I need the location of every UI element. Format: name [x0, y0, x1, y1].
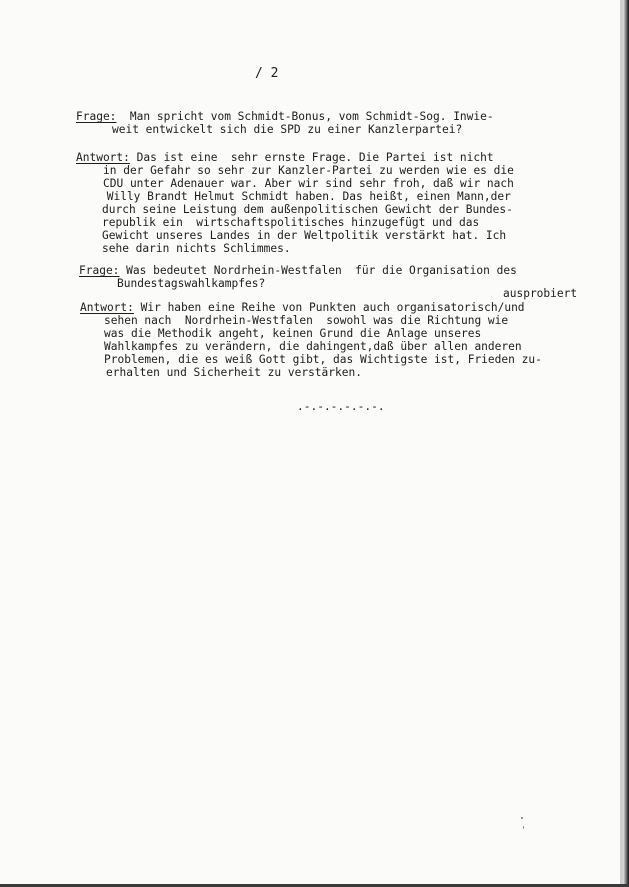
- answer-2-line-4: Wahlkampfes zu verändern, die dahingent,daß über allen anderen: [104, 340, 522, 353]
- answer-1-line-8: sehe darin nichts Schlimmes.: [102, 242, 291, 255]
- answer-1-line-3: CDU unter Adenauer war. Aber wir sind sehr froh, daß wir nach: [103, 177, 514, 190]
- question-label: Frage:: [76, 110, 117, 123]
- page-number: / 2: [255, 66, 279, 81]
- scan-speck: [521, 817, 523, 819]
- insertion-note: ausprobiert: [503, 287, 578, 300]
- question-label: Frage:: [79, 264, 120, 277]
- answer-label: Antwort:: [80, 301, 134, 314]
- answer-2-line-6: erhalten und Sicherheit zu verstärken.: [106, 366, 362, 379]
- answer-2-line-3: was die Methodik angeht, keinen Grund die Anlage unseres: [104, 327, 482, 340]
- question-2-line-1: [79, 264, 517, 277]
- scan-edge-right: [623, 0, 629, 887]
- end-mark: .-.-.-.-.-.-.: [297, 400, 385, 413]
- question-text: Was bedeutet Nordrhein-Westfalen für die Organisation des: [119, 264, 517, 277]
- answer-label: Antwort:: [76, 151, 130, 164]
- question-2-line-2: Bundestagswahlkampfes?: [117, 277, 266, 290]
- question-1-line-2: weit entwickelt sich die SPD zu einer Kanzlerpartei?: [112, 123, 463, 136]
- answer-2-line-1: [80, 301, 525, 314]
- answer-text: Wir haben eine Reihe von Punkten auch organisatorisch/und: [133, 301, 525, 314]
- answer-text: Das ist eine sehr ernste Frage. Die Partei ist nicht: [129, 151, 494, 164]
- answer-1-line-1: [76, 151, 494, 164]
- answer-2-line-2: sehen nach Nordrhein-Westfalen sowohl was die Richtung wie: [104, 314, 509, 327]
- answer-2-line-5: Problemen, die es weiß Gott gibt, das Wichtigste ist, Frieden zu-: [104, 353, 542, 366]
- question-1-line-1: [76, 110, 494, 123]
- answer-1-line-2: in der Gefahr so sehr zur Kanzler-Partei zu werden wie es die: [103, 164, 514, 177]
- answer-1-line-7: Gewicht unseres Landes in der Weltpolitik verstärkt hat. Ich: [102, 229, 507, 242]
- answer-1-line-5: durch seine Leistung dem außenpolitischen Gewicht der Bundes-: [102, 203, 513, 216]
- scan-speck: [523, 826, 524, 829]
- question-text: Man spricht vom Schmidt-Bonus, vom Schmidt-Sog. Inwie-: [116, 110, 494, 123]
- answer-1-line-6: republik ein wirtschaftspolitisches hinzugefügt und das: [102, 216, 480, 229]
- answer-1-line-4: Willy Brandt Helmut Schmidt haben. Das heißt, einen Mann,der: [100, 190, 511, 203]
